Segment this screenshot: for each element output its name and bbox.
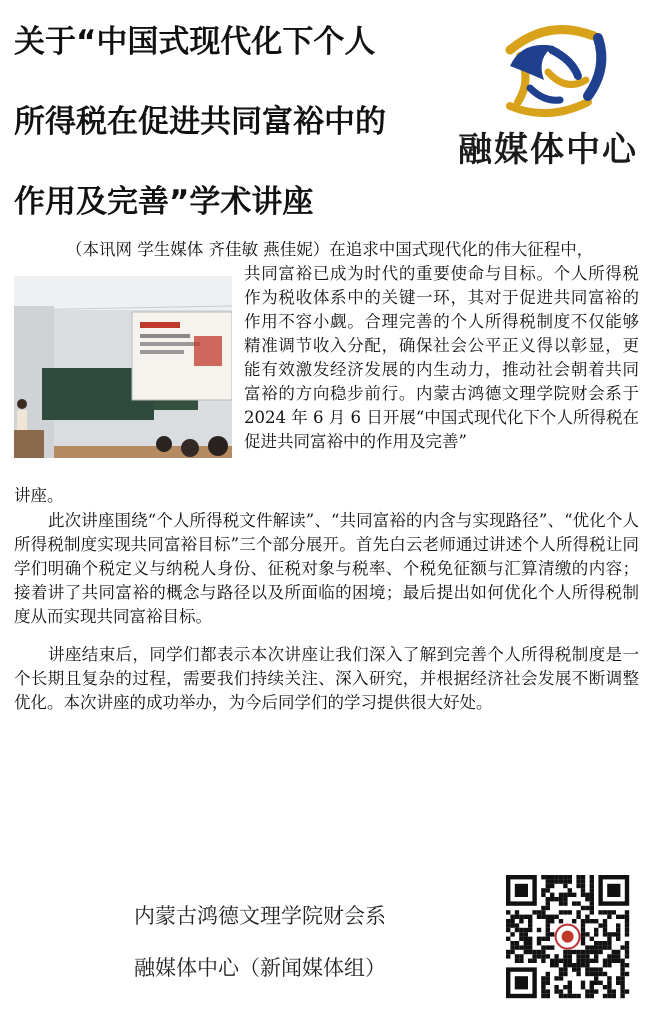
qr-code xyxy=(506,867,630,1009)
paragraph-2: 此次讲座围绕“个人所得税文件解读”、“共同富裕的内含与实现路径”、“优化个人所得税制度实现共同富裕目标”三个部分展开。首先白云老师通过讲述个人所得税让同学们明确个税定义与纳税人身份、征税对象与税率、个税免征额与汇算清缴的内容；接着讲了共同富裕的概念与路径以及所面临的困境；最后提出如何优化个人所得税制度从而实现共同富裕目标。 xyxy=(14,511,639,626)
article-title-line-2: 所得税在促进共同富裕中的 xyxy=(14,104,386,140)
paragraph-3: 讲座结束后，同学们都表示本次讲座让我们深入了解到完善个人所得税制度是一个长期且复杂的过程，需要我们持续关注、深入研究，并根据经济社会发展不断调整优化。本次讲座的成功举办，为今后同学们的学习提供很大好处。 xyxy=(14,645,639,712)
article-title-line-3: 作用及完善”学术讲座 xyxy=(14,184,314,220)
footer-department: 内蒙古鸿德文理学院财会系 xyxy=(134,904,386,928)
paragraph-1-first-line: （本讯网 学生媒体 齐佳敏 燕佳妮）在追求中国式现代化的伟大征程中， xyxy=(66,240,594,259)
paragraph-1-tail: 讲座。 xyxy=(14,486,64,505)
paragraph-1-body: 共同富裕已成为时代的重要使命与目标。个人所得税作为税收体系中的关键一环，其对于促进共同富裕的作用不容小觑。合理完善的个人所得税制度不仅能够精准调节收入分配，确保社会公平正义得以彰显，更能有效激发经济发展的内生动力，推动社会朝着共同富裕的方向稳步前行。内蒙古鸿德文理学院财会系于 2024 年 6 月 6 日开展“中国式现代化下个人所得税在促进共同富裕中的作用及完善” xyxy=(244,264,639,451)
footer-media-group: 融媒体中心（新闻媒体组） xyxy=(134,956,386,980)
article-title-line-1: 关于“中国式现代化下个人 xyxy=(14,24,376,60)
media-center-logo xyxy=(448,10,648,175)
logo-text: 融媒体中心 xyxy=(458,130,638,170)
logo-emblem-icon xyxy=(448,10,648,122)
lecture-photo xyxy=(14,276,232,458)
